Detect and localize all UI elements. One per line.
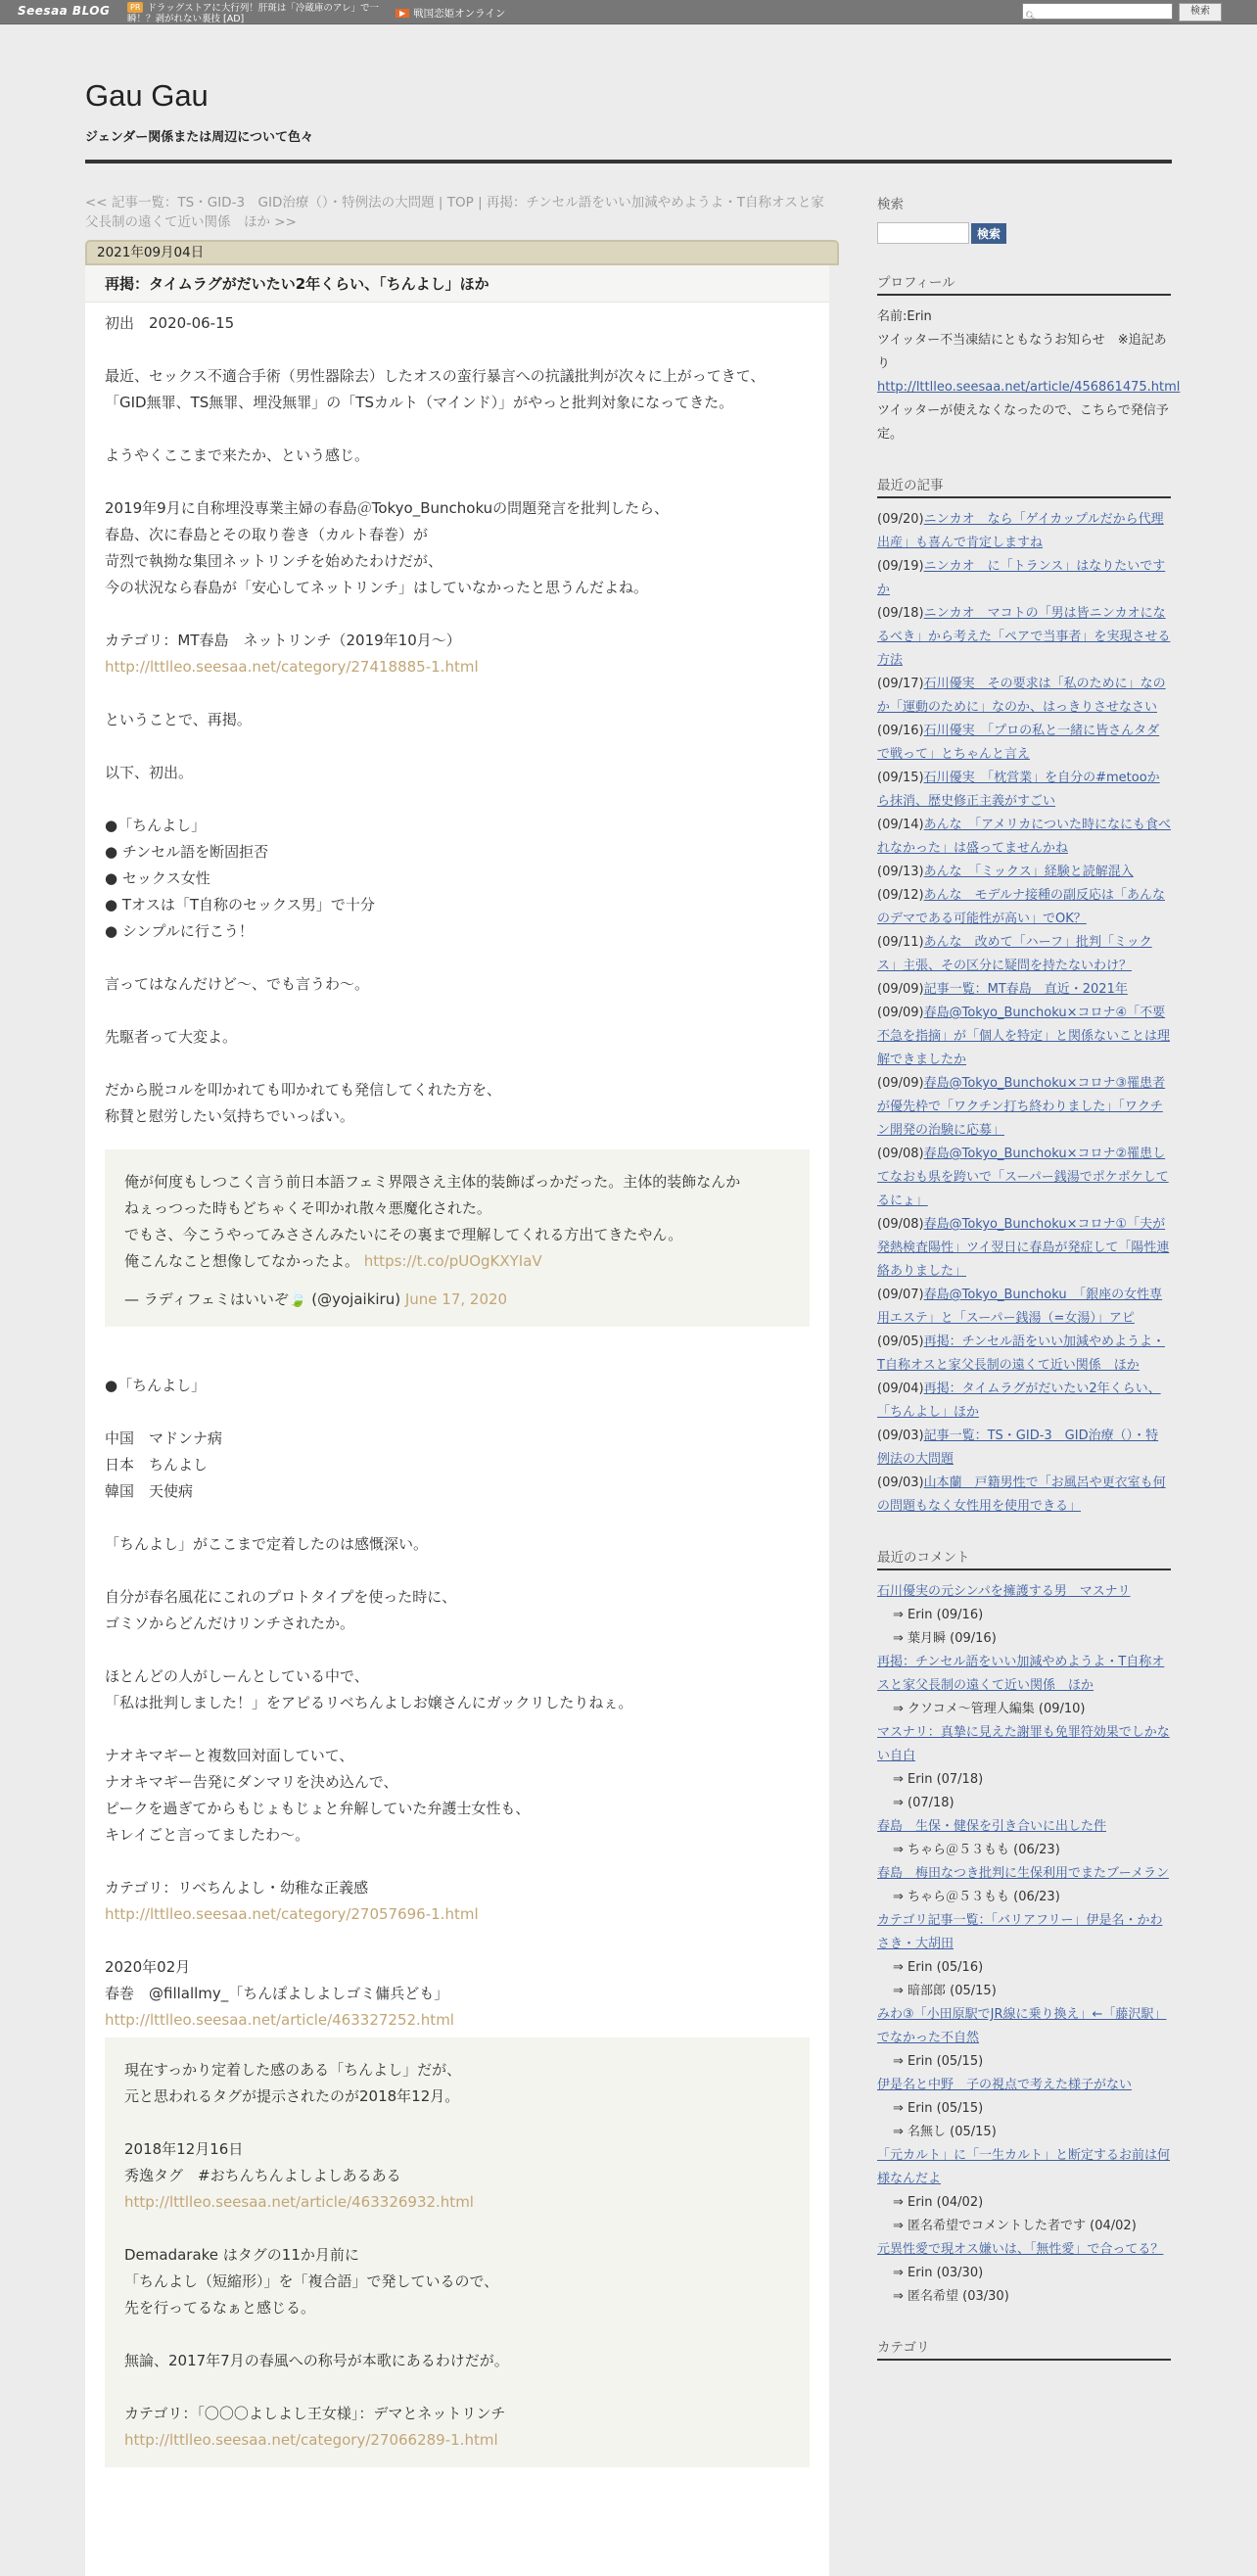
- site-description: ジェンダー関係または周辺について色々: [85, 130, 313, 145]
- article-nav: [85, 193, 829, 232]
- blank-line: [105, 1849, 810, 1875]
- text-line: 春巻 @fillallmy_「ちんぽよしよしゴミ傭兵ども」: [105, 1985, 449, 2002]
- recent-date: (09/13): [877, 865, 924, 879]
- comment-article-link[interactable]: 石川優実の元シンパを擁護する男 マスナリ: [877, 1584, 1131, 1599]
- recent-link[interactable]: 春島@Tokyo_Bunchoku×コロナ③罹患者が優先枠で「ワクチン打ち終わりました」「ワクチン開発の治験に応募」: [877, 1076, 1166, 1138]
- blank-line: [124, 2216, 790, 2242]
- recent-date: (09/07): [877, 1288, 924, 1302]
- recent-link[interactable]: ニンカオ に「トランス」はなりたいですか: [877, 559, 1166, 597]
- comment-article-link[interactable]: 春島 生保・健保を引き合いに出した件: [877, 1819, 1107, 1834]
- sidebar-comments: [877, 1546, 1171, 2309]
- comment-reply[interactable]: ⇒ クソコメ～管理人編集 (09/10): [893, 1702, 1086, 1716]
- search-icon: 🔍︎: [1025, 12, 1037, 22]
- recent-item: [877, 1425, 1171, 1472]
- blank-line: [124, 2110, 790, 2136]
- text-line: 「ちんよし」がここまで定着したのは感慨深い。: [105, 1535, 429, 1553]
- text-line: ● シンプルに行こう！: [105, 922, 254, 940]
- tweet-author: — ラディフェミはいいぞ🍃 (@yojaikiru): [124, 1290, 401, 1308]
- blank-line: [105, 1051, 810, 1077]
- profile-title: プロフィール: [877, 271, 1171, 296]
- blank-line: [105, 416, 810, 443]
- profile-text: ツイッター不当凍結にともなうお知らせ ※追記あり: [877, 333, 1167, 371]
- blank-line: [105, 601, 810, 628]
- blank-line: [105, 1928, 810, 1954]
- recent-date: (09/19): [877, 559, 924, 574]
- ad-badge: PR: [127, 2, 143, 13]
- text-line: Demadarake はタグの11か月前に: [124, 2246, 359, 2264]
- sidebar-search-button[interactable]: 検索: [971, 223, 1006, 244]
- recent-link[interactable]: 記事一覧：TS・GID-3 GID治療（）・特例法の大問題: [877, 1429, 1159, 1467]
- text-line: 秀逸タグ #おちんちんよしよしあるある: [124, 2167, 401, 2184]
- recent-item: [877, 1378, 1171, 1425]
- blank-line: [105, 1716, 810, 1743]
- text-line: ●「ちんよし」: [105, 1377, 207, 1394]
- entry-date: 2021年09月04日: [85, 240, 839, 265]
- comment-reply[interactable]: ⇒ ちゃら＠５３もも (06/23): [893, 1843, 1060, 1857]
- tweet-last-line: 俺こんなこと想像してなかったよ。: [124, 1252, 360, 1270]
- recent-link[interactable]: 春島@Tokyo_Bunchoku 「銀座の女性専用エステ」と「スーパー銭湯（=女湯）」アピ: [877, 1288, 1163, 1326]
- category-title: カテゴリ: [877, 2336, 1171, 2361]
- tweet-date-link[interactable]: June 17, 2020: [404, 1290, 508, 1308]
- recent-date: (09/11): [877, 935, 924, 950]
- text-line: 「私は批判しました！」をアピるリベちんよしお嬢さんにガックリしたりねぇ。: [105, 1694, 633, 1711]
- text-line: カテゴリ：「〇〇〇よしよし王女様」：デマとネットリンチ: [124, 2405, 506, 2422]
- blank-line: [105, 1346, 810, 1373]
- recent-link[interactable]: 山本蘭 戸籍男性で「お風呂や更衣室も何の問題もなく女性用を使用できる」: [877, 1475, 1166, 1514]
- top-bar: [0, 0, 1257, 24]
- recent-link[interactable]: ニンカオ マコトの「男は皆ニンカオになるべき」から考えた「ペアで当事者」を実現させる方法: [877, 606, 1171, 668]
- recent-item: [877, 767, 1171, 814]
- entry-body-part2: [105, 680, 810, 1130]
- text-line: 先駆者って大変よ。: [105, 1028, 238, 1046]
- comment-article-link[interactable]: 伊是名と中野 子の視点で考えた様子がない: [877, 2078, 1133, 2092]
- recent-link[interactable]: ニンカオ なら「ゲイカップルだから代理出産」も喜んで肯定しますね: [877, 512, 1164, 550]
- recent-date: (09/15): [877, 771, 924, 785]
- blank-line: [105, 1399, 810, 1426]
- main-column: [85, 193, 829, 2576]
- recent-date: (09/08): [877, 1147, 924, 1161]
- blockquote-text: [124, 2057, 790, 2189]
- top-ad-link-2[interactable]: [396, 6, 505, 21]
- top-ad-link[interactable]: [127, 2, 392, 24]
- recent-link[interactable]: 再掲：チンセル語をいい加減やめようよ・T自称オスと家父長制の遠くて近い関係 ほか: [877, 1335, 1165, 1373]
- recent-item: [877, 1284, 1171, 1331]
- comment-article-link[interactable]: みわ③「小田原駅でJR線に乗り換え」←「藤沢駅」でなかった不自然: [877, 2007, 1167, 2045]
- recent-link[interactable]: 春島@Tokyo_Bunchoku×コロナ①「夫が発熱検査陽性」ツイ翌日に春島が発症して「陽性連絡ありました」: [877, 1217, 1170, 1279]
- profile-link[interactable]: http://lttlleo.seesaa.net/article/456861475.html: [877, 380, 1181, 395]
- recent-item: [877, 1213, 1171, 1284]
- comment-reply[interactable]: ⇒ Erin (03/30): [893, 2266, 984, 2280]
- recent-title: 最近の記事: [877, 474, 1171, 498]
- blockquote: [105, 2037, 810, 2467]
- recent-date: (09/20): [877, 512, 924, 527]
- text-line: ●「ちんよし」: [105, 817, 207, 834]
- text-line: ● セックス女性: [105, 869, 210, 887]
- blank-line: [105, 680, 810, 707]
- blank-line: [105, 786, 810, 813]
- sidebar-search: [877, 193, 1171, 244]
- comment-reply[interactable]: ⇒ Erin (07/18): [893, 1772, 984, 1787]
- comment-article-link[interactable]: 再掲：チンセル語をいい加減やめようよ・T自称オスと家父長制の遠くて近い関係 ほか: [877, 1655, 1165, 1693]
- recent-date: (09/12): [877, 888, 924, 903]
- entry-body-part1: [105, 310, 810, 654]
- blank-line: [105, 469, 810, 495]
- recent-item: [877, 1143, 1171, 1213]
- text-line: だから脱コルを叩かれても叩かれても発信してくれた方を、: [105, 1081, 502, 1099]
- top-search-input[interactable]: [1022, 3, 1173, 20]
- recent-item: [877, 602, 1171, 673]
- recent-item: [877, 673, 1171, 720]
- comments-title: 最近のコメント: [877, 1546, 1171, 1570]
- text-line: 春島、次に春島とその取り巻き（カルト春巻）が: [105, 526, 429, 543]
- blank-line: [105, 998, 810, 1024]
- text-line: 今の状況なら春島が「安心してネットリンチ」はしていなかったと思うんだよね。: [105, 579, 649, 596]
- recent-date: (09/16): [877, 724, 924, 738]
- top-search-button[interactable]: 検索: [1179, 3, 1222, 22]
- comment-reply[interactable]: ⇒ Erin (05/16): [893, 1960, 984, 1975]
- text-line: ゴミソからどんだけリンチされたか。: [105, 1615, 355, 1632]
- recent-link[interactable]: 春島@Tokyo_Bunchoku×コロナ④「不要不急を指摘」が「個人を特定」と関係ないことは理解できましたか: [877, 1006, 1171, 1067]
- recent-date: (09/04): [877, 1382, 924, 1396]
- sidebar-profile: [877, 271, 1181, 446]
- sidebar-search-title: 検索: [877, 197, 904, 212]
- article-link[interactable]: http://lttlleo.seesaa.net/article/463327252.html: [105, 2011, 454, 2029]
- recent-date: (09/09): [877, 982, 924, 997]
- category-link[interactable]: http://lttlleo.seesaa.net/category/27057696-1.html: [105, 1905, 479, 1923]
- text-line: 自分が春名風花にこれのプロトタイプを使った時に、: [105, 1588, 457, 1606]
- text-line: ナオキマギーと複数回対面していて、: [105, 1747, 354, 1764]
- text-line: 「GID無罪、TS無罪、埋没無罪」の「TSカルト（マインド）」がやっと批判対象になってきた。: [105, 394, 734, 411]
- comment-reply[interactable]: ⇒ 葉月瞬 (09/16): [893, 1631, 997, 1646]
- profile-text-2: ツイッターが使えなくなったので、こちらで発信予定。: [877, 403, 1169, 442]
- prev-article-link[interactable]: << 記事一覧：TS・GID-3 GID治療（）・特例法の大問題: [85, 195, 435, 211]
- recent-link[interactable]: あんな 「ミックス」経験と読解混入: [923, 865, 1134, 879]
- tweet-text: [124, 1169, 790, 1248]
- recent-item: [877, 861, 1171, 884]
- recent-item: [877, 1331, 1171, 1378]
- recent-date: (09/09): [877, 1076, 924, 1091]
- recent-item: [877, 814, 1171, 861]
- text-line: 初出 2020-06-15: [105, 314, 235, 332]
- text-line: 称賛と慰労したい気持ちでいっぱい。: [105, 1107, 354, 1125]
- comment-reply[interactable]: ⇒ Erin (09/16): [893, 1608, 984, 1622]
- comment-article-link[interactable]: 春島 梅田なつき批判に生保利用でまたブーメラン: [877, 1866, 1169, 1881]
- blank-line: [124, 2321, 790, 2348]
- sidebar-search-input[interactable]: [877, 222, 969, 244]
- comment-reply[interactable]: ⇒ ちゃら＠５３もも (06/23): [893, 1890, 1060, 1904]
- text-line: 現在すっかり定着した感のある「ちんよし」だが、: [124, 2061, 462, 2079]
- site-header: [85, 78, 1172, 145]
- text-line: 以下、初出。: [105, 764, 194, 781]
- next-article-link[interactable]: 再掲：チンセル語をいい加減やめようよ・T自称オスと家父長制の遠くて近い関係 ほか >>: [85, 195, 824, 230]
- ad2-text: 戦国恋姫オンライン: [413, 8, 506, 20]
- recent-date: (09/05): [877, 1335, 924, 1349]
- text-line: ピークを過ぎてからもじょもじょと弁解していた弁護士女性も、: [105, 1800, 531, 1817]
- nav-separator: |: [434, 195, 447, 211]
- text-line: カテゴリ：リベちんよし・幼稚な正義感: [105, 1879, 369, 1897]
- recent-list: [877, 508, 1171, 1519]
- text-line: 無論、2017年7月の春風への称号が本歌にあるわけだが。: [124, 2352, 509, 2369]
- comment-article-link[interactable]: 「元カルト」に「一生カルト」と断定するお前は何様なんだよ: [877, 2148, 1171, 2186]
- entry: [85, 265, 829, 2576]
- blank-line: [105, 337, 810, 363]
- recent-item: [877, 720, 1171, 767]
- comment-reply[interactable]: ⇒ Erin (05/15): [893, 2101, 984, 2116]
- text-line: 最近、セックス不適合手術（男性器除去）したオスの蛮行暴言への抗議批判が次々に上がってきて、: [105, 367, 766, 385]
- entry-title: 再掲：タイムラグがだいたい2年くらい、「ちんよし」ほか: [85, 265, 829, 303]
- blockquote-text-2: [124, 2216, 790, 2427]
- text-line: ねぇっつった時もどちゃくそ叩かれ散々悪魔化された。: [124, 1199, 491, 1217]
- text-line: キレイごと言ってましたわ～。: [105, 1826, 310, 1844]
- recent-item: [877, 978, 1171, 1002]
- recent-date: (09/03): [877, 1429, 924, 1443]
- recent-link[interactable]: 石川優実 その要求は「私のために」なのか「運動のために」なのか、はっきりさせなさい: [877, 677, 1166, 715]
- blank-line: [105, 1558, 810, 1584]
- blank-line: [105, 1637, 810, 1663]
- recent-date: (09/09): [877, 1006, 924, 1020]
- entry-body-part4: [105, 1928, 810, 2007]
- recent-item: [877, 1472, 1171, 1519]
- embedded-tweet: [105, 1149, 810, 1327]
- text-line: 2019年9月に自称埋没専業主婦の春島＠Tokyo_Bunchokuの問題発言を批判したら、: [105, 499, 670, 517]
- recent-link[interactable]: あんな 改めて「ハーフ」批判「ミックス」主張、その区分に疑問を持たないわけ？: [877, 935, 1152, 973]
- blank-line: [124, 2374, 790, 2401]
- text-line: 2020年02月: [105, 1958, 191, 1976]
- tweet-tco-link[interactable]: https://t.co/pUOgKXYIaV: [363, 1252, 542, 1270]
- ad-text: ドラッグストアに大行列！肝斑は「冷蔵庫のアレ」で一瞬！？剥がれない裏技 [AD]: [127, 3, 379, 24]
- text-line: ● Tオスは「T自称のセックス男」で十分: [105, 896, 375, 913]
- text-line: ようやくここまで来たか、という感じ。: [105, 446, 370, 464]
- text-line: 俺が何度もしつこく言う前日本語フェミ界隈さえ主体的装飾ばっかだった。主体的装飾なんか: [124, 1173, 741, 1191]
- profile-name: 名前:Erin: [877, 309, 932, 324]
- blank-line: [105, 1505, 810, 1531]
- sidebar-category: [877, 2336, 1171, 2361]
- top-link[interactable]: TOP: [446, 195, 474, 211]
- recent-item: [877, 884, 1171, 931]
- comment-reply[interactable]: ⇒ Erin (05/15): [893, 2054, 984, 2069]
- recent-date: (09/03): [877, 1475, 924, 1490]
- recent-link[interactable]: 記事一覧：MT春島 直近・2021年: [923, 982, 1128, 997]
- text-line: 日本 ちんよし: [105, 1456, 209, 1474]
- nav-separator: |: [473, 195, 487, 211]
- recent-link[interactable]: あんな 「アメリカについた時になにも食べれなかった」は盛ってませんかね: [877, 818, 1171, 856]
- text-line: 元と思われるタグが提示されたのが2018年12月。: [124, 2087, 460, 2105]
- recent-item: [877, 1072, 1171, 1143]
- blank-line: [105, 945, 810, 971]
- recent-item: [877, 508, 1171, 555]
- blank-line: [105, 733, 810, 760]
- header-divider: [85, 160, 1172, 164]
- recent-link[interactable]: 春島@Tokyo_Bunchoku×コロナ②罹患してなおも県を跨いで「スーパー銭湯でポケポケしてるにょ」: [877, 1147, 1169, 1208]
- text-line: 苛烈で執拗な集団ネットリンチを始めたわけだが、: [105, 552, 443, 570]
- recent-date: (09/18): [877, 606, 924, 621]
- text-line: ● チンセル語を断固拒否: [105, 843, 269, 861]
- recent-item: [877, 931, 1171, 978]
- comment-reply[interactable]: ⇒ 匿名希望 (03/30): [893, 2289, 1009, 2304]
- text-line: 韓国 天使病: [105, 1482, 194, 1500]
- recent-item: [877, 555, 1171, 602]
- recent-date: (09/14): [877, 818, 924, 832]
- comment-article-link[interactable]: マスナリ：真摯に見えた謝罪も免罪符効果でしかない自白: [877, 1725, 1170, 1763]
- recent-date: (09/17): [877, 677, 924, 691]
- entry-body: [85, 303, 829, 2467]
- recent-item: [877, 1002, 1171, 1072]
- comment-reply[interactable]: ⇒ 名無し (05/15): [893, 2125, 997, 2139]
- ad-icon: ▶: [396, 9, 409, 18]
- recent-link[interactable]: 再掲：タイムラグがだいたい2年くらい、「ちんよし」ほか: [877, 1382, 1161, 1420]
- text-line: ということで、再掲。: [105, 711, 252, 728]
- comment-reply[interactable]: ⇒ 匿名希望でコメントした者です (04/02): [893, 2219, 1137, 2233]
- category-link[interactable]: http://lttlleo.seesaa.net/category/27418885-1.html: [105, 658, 479, 676]
- recent-date: (09/08): [877, 1217, 924, 1232]
- blockquote-category-link[interactable]: http://lttlleo.seesaa.net/category/27066289-1.html: [124, 2431, 498, 2449]
- recent-link[interactable]: あんな モデルナ接種の副反応は「あんなのデマである可能性が高い」でOK？: [877, 888, 1165, 926]
- site-title[interactable]: Gau Gau: [85, 78, 209, 113]
- comment-list: [877, 1580, 1171, 2309]
- comment-article-link[interactable]: 元異性愛で現オス嫌いは、「無性愛」で合ってる？: [877, 2242, 1164, 2257]
- text-line: 2018年12月16日: [124, 2140, 244, 2158]
- sidebar: [877, 193, 1181, 2388]
- comment-article-link[interactable]: カテゴリ記事一覧：「バリアフリー」伊是名・かわさき・大胡田: [877, 1913, 1163, 1951]
- seesaa-blog-logo[interactable]: Seesaa BLOG: [18, 4, 111, 18]
- recent-link[interactable]: 石川優実 「プロの私と一緒に皆さんタダで戦って」とちゃんと言え: [877, 724, 1160, 762]
- entry-body-part3: [105, 1346, 810, 1901]
- text-line: でもさ、今こうやってみささんみたいにその裏まで理解してくれる方出てきたやん。: [124, 1226, 683, 1243]
- text-line: 言ってはなんだけど～、でも言うわ～。: [105, 975, 370, 993]
- text-line: 中国 マドンナ病: [105, 1429, 223, 1447]
- comment-reply[interactable]: ⇒ (07/18): [893, 1796, 954, 1810]
- comment-reply[interactable]: ⇒ Erin (04/02): [893, 2195, 984, 2210]
- text-line: 先を行ってるなぁと感じる。: [124, 2299, 316, 2317]
- sidebar-recent: [877, 474, 1171, 1519]
- recent-link[interactable]: 石川優実 「枕営業」を自分の#metooから抹消、歴史修正主義がすごい: [877, 771, 1160, 809]
- comment-reply[interactable]: ⇒ 暗部郎 (05/15): [893, 1984, 997, 1998]
- blockquote-link[interactable]: http://lttlleo.seesaa.net/article/463326932.html: [124, 2193, 474, 2211]
- text-line: ほとんどの人がしーんとしている中で、: [105, 1667, 369, 1685]
- text-line: 「ちんよし（短縮形）」を「複合語」で発しているので、: [124, 2272, 499, 2290]
- text-line: カテゴリ：MT春島 ネットリンチ（2019年10月～）: [105, 632, 461, 649]
- text-line: ナオキマギー告発にダンマリを決め込んで、: [105, 1773, 398, 1791]
